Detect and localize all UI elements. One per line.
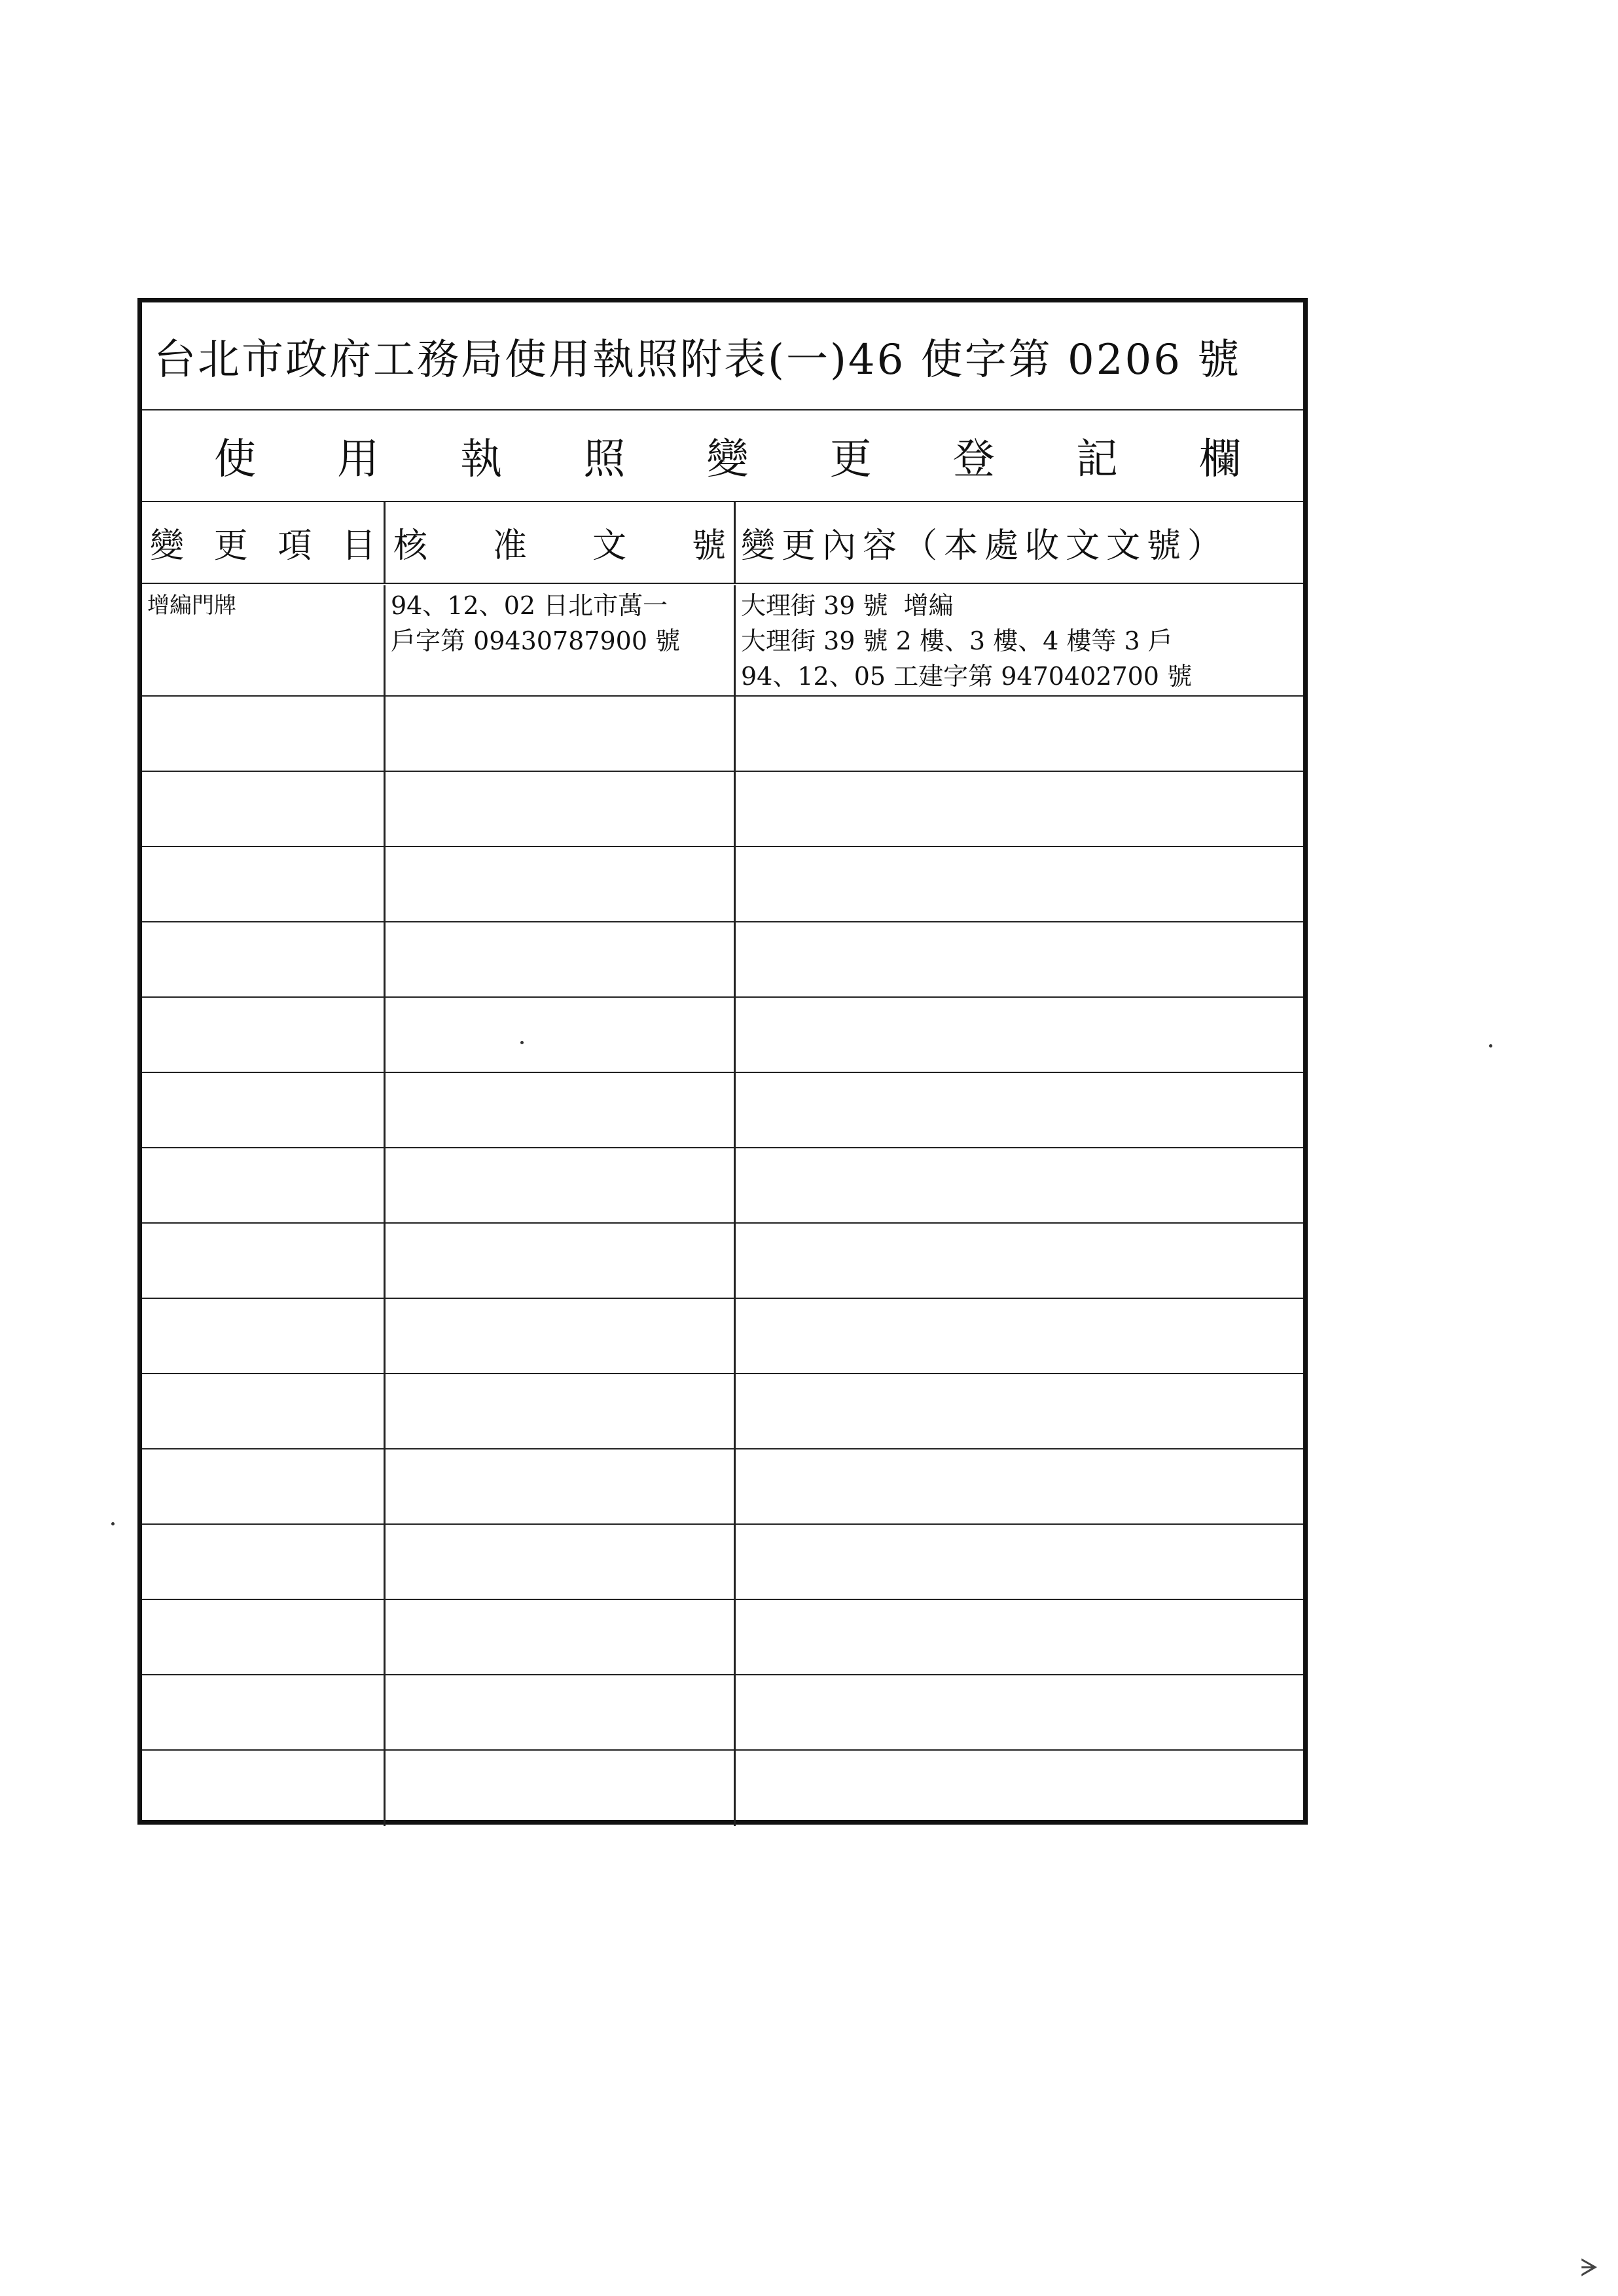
entry-content: [736, 585, 1303, 695]
column-header-char: 目: [341, 526, 376, 566]
form-title-row: [142, 302, 1303, 410]
heading-char: 變: [706, 435, 749, 484]
entry-content: [736, 847, 1303, 921]
entry-item: [142, 922, 386, 996]
entry-item: [142, 772, 386, 846]
entry-approval: [386, 1675, 736, 1749]
entry-approval: [386, 1600, 736, 1674]
heading-char: 記: [1075, 435, 1118, 484]
scan-speck: [111, 1522, 115, 1525]
entry-approval: [386, 1148, 736, 1222]
entry-content: [736, 1224, 1303, 1298]
entry-content: [736, 1525, 1303, 1599]
entry-item: [142, 1374, 386, 1448]
entry-approval: [386, 585, 736, 695]
entry-approval: [386, 1073, 736, 1147]
entry-content: [736, 1449, 1303, 1523]
entry-item: [142, 1148, 386, 1222]
entry-item: [142, 697, 386, 771]
column-header-item: [142, 502, 386, 583]
entry-content-line: 大理街 39 號 增編: [741, 591, 954, 620]
table-row: [142, 998, 1303, 1073]
heading-char: 執: [460, 435, 503, 484]
entry-approval: [386, 697, 736, 771]
column-header-row: [142, 502, 1303, 584]
entry-content: [736, 1148, 1303, 1222]
column-header-char: 號: [691, 526, 726, 566]
table-row: [142, 1600, 1303, 1675]
heading-char: 用: [337, 435, 380, 484]
entry-item: [142, 1299, 386, 1373]
column-header-char: 項: [278, 526, 312, 566]
section-heading-row: [142, 410, 1303, 502]
column-header-char: 核: [393, 526, 428, 566]
entry-approval: [386, 1299, 736, 1373]
heading-char: 使: [214, 435, 256, 484]
column-header-char: 變: [150, 526, 185, 566]
entry-item: [142, 1449, 386, 1523]
scan-speck: [1489, 1044, 1492, 1048]
heading-char: 登: [952, 435, 995, 484]
entry-item: [142, 1751, 386, 1826]
entry-approval: [386, 1751, 736, 1826]
entries-table-body: [142, 585, 1303, 1820]
entry-approval-line: 戶字第 09430787900 號: [391, 627, 681, 655]
table-row: [142, 1299, 1303, 1374]
column-header-approval: [386, 502, 736, 583]
table-row: [142, 922, 1303, 998]
heading-char: 更: [829, 435, 872, 484]
entry-item: [142, 1600, 386, 1674]
table-row: [142, 1449, 1303, 1525]
entry-approval: [386, 1449, 736, 1523]
column-header-char: 更: [213, 526, 248, 566]
table-row: [142, 697, 1303, 772]
form-title: 台北市政府工務局使用執照附表(一)46 使字第 0206 號: [154, 335, 1242, 384]
entry-approval: [386, 772, 736, 846]
entry-content-line: 大理街 39 號 2 樓、3 樓、4 樓等 3 戶: [741, 627, 1173, 655]
entry-approval-line: 94、12、02 日北市萬一: [391, 591, 668, 620]
entry-content: [736, 772, 1303, 846]
permit-change-form: [137, 298, 1308, 1825]
table-row: [142, 847, 1303, 922]
heading-char: 欄: [1199, 435, 1241, 484]
column-header-char: 文: [592, 526, 626, 566]
table-row: [142, 1374, 1303, 1449]
entry-content: [736, 1073, 1303, 1147]
entry-item: [142, 998, 386, 1072]
entry-content: [736, 1675, 1303, 1749]
table-row: [142, 1148, 1303, 1224]
entry-item: [142, 1675, 386, 1749]
table-row: [142, 1073, 1303, 1148]
entry-item: [142, 1525, 386, 1599]
table-row: [142, 1525, 1303, 1600]
entry-content: [736, 1751, 1303, 1826]
entry-content: [736, 1299, 1303, 1373]
entry-approval: [386, 1224, 736, 1298]
entry-approval: [386, 847, 736, 921]
entry-content-line: 94、12、05 工建字第 9470402700 號: [741, 662, 1193, 691]
entry-approval: [386, 1525, 736, 1599]
entry-item: [142, 1224, 386, 1298]
entry-approval: [386, 998, 736, 1072]
entry-content: [736, 922, 1303, 996]
table-row: [142, 1224, 1303, 1299]
table-row: [142, 772, 1303, 847]
entry-item: 增編門牌: [142, 585, 386, 695]
column-header-char: 准: [492, 526, 527, 566]
scan-speck: [520, 1041, 524, 1044]
entry-content: [736, 1600, 1303, 1674]
entry-item: [142, 847, 386, 921]
column-header-content: 變更內容（本處收文文號）: [741, 526, 1229, 566]
entry-content: [736, 697, 1303, 771]
corner-mark: ᗒ: [1580, 2253, 1598, 2282]
entry-content: [736, 1374, 1303, 1448]
table-row: [142, 1751, 1303, 1826]
table-row: [142, 1675, 1303, 1751]
entry-approval: [386, 922, 736, 996]
entry-approval: [386, 1374, 736, 1448]
entry-item: [142, 1073, 386, 1147]
table-row: [142, 585, 1303, 697]
heading-char: 照: [583, 435, 626, 484]
entry-content: [736, 998, 1303, 1072]
